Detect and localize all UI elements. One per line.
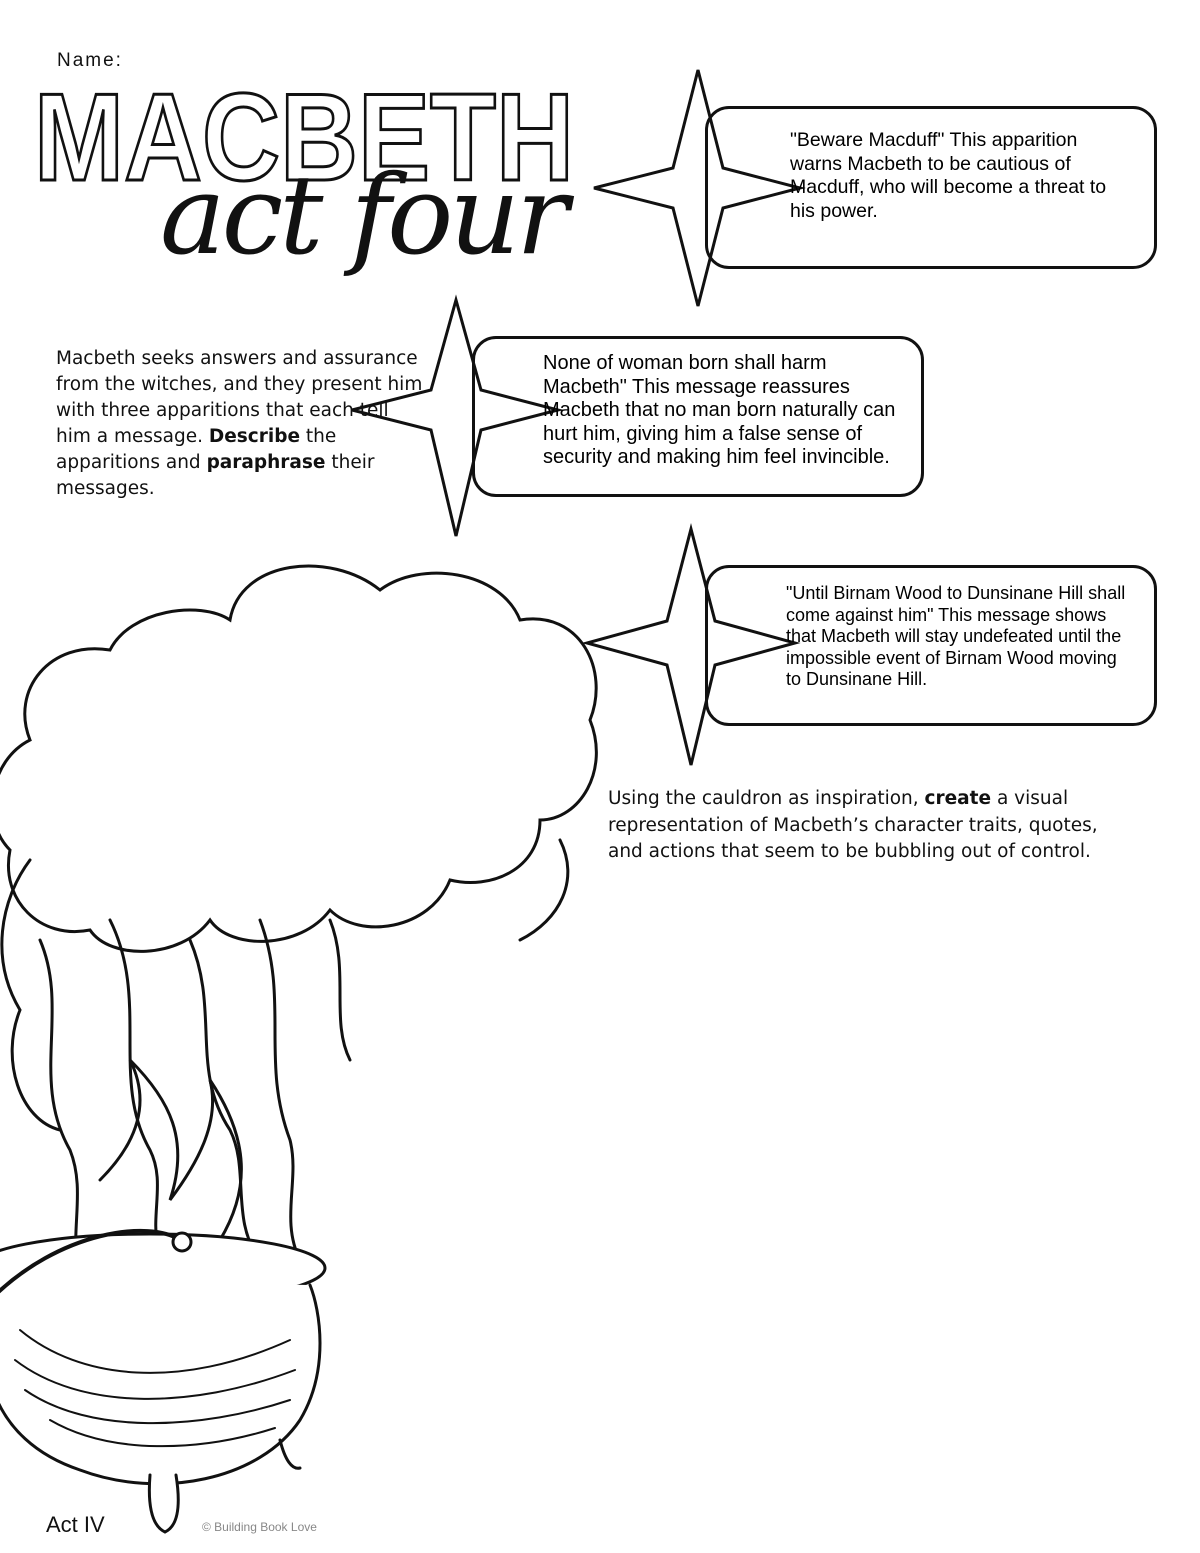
cauldron-illustration [0,540,620,1540]
instr-keyword-describe: Describe [208,426,301,447]
page-subtitle: act four [160,151,565,279]
instr-text: Using the cauldron as inspiration, [608,788,925,809]
instr-keyword-paraphrase: paraphrase [206,452,326,473]
cauldron-instructions [608,786,1128,866]
apparition-text-3: "Until Birnam Wood to Dunsinane Hill shall come against him" This message shows that Macbeth will stay undefeated until the impossible event of Birnam Wood moving to Dunsinane Hill. [786,583,1126,690]
apparition-text-1: "Beware Macduff" This apparition warns Macbeth to be cautious of Macduff, who will become a threat to his power. [790,129,1107,222]
footer-copyright: © Building Book Love [202,1520,317,1534]
instr-text: Macbeth seeks answers and assurance from the witches, and they present him with three apparitions that each tell him a message. [56,348,423,447]
instr-text: the apparitions and [56,426,337,473]
instr-text: a visual representation of Macbeth’s character traits, quotes, and actions that seem to be bubbling out of control. [608,788,1098,862]
apparition-box-1[interactable] [705,106,1157,269]
instr-text: their messages. [56,452,375,499]
apparition-box-2[interactable] [472,336,924,497]
apparition-text-2: None of woman born shall harm Macbeth" This message reassures Macbeth that no man born naturally can hurt him, giving him a false sense of security and making him feel invincible. [543,352,896,468]
name-label: Name: [57,50,123,71]
instr-keyword-create: create [924,788,992,809]
footer-act-label: Act IV [46,1512,105,1537]
title-text: MACBETH [34,80,574,190]
apparitions-instructions [56,346,426,502]
apparition-box-3[interactable] [705,565,1157,726]
